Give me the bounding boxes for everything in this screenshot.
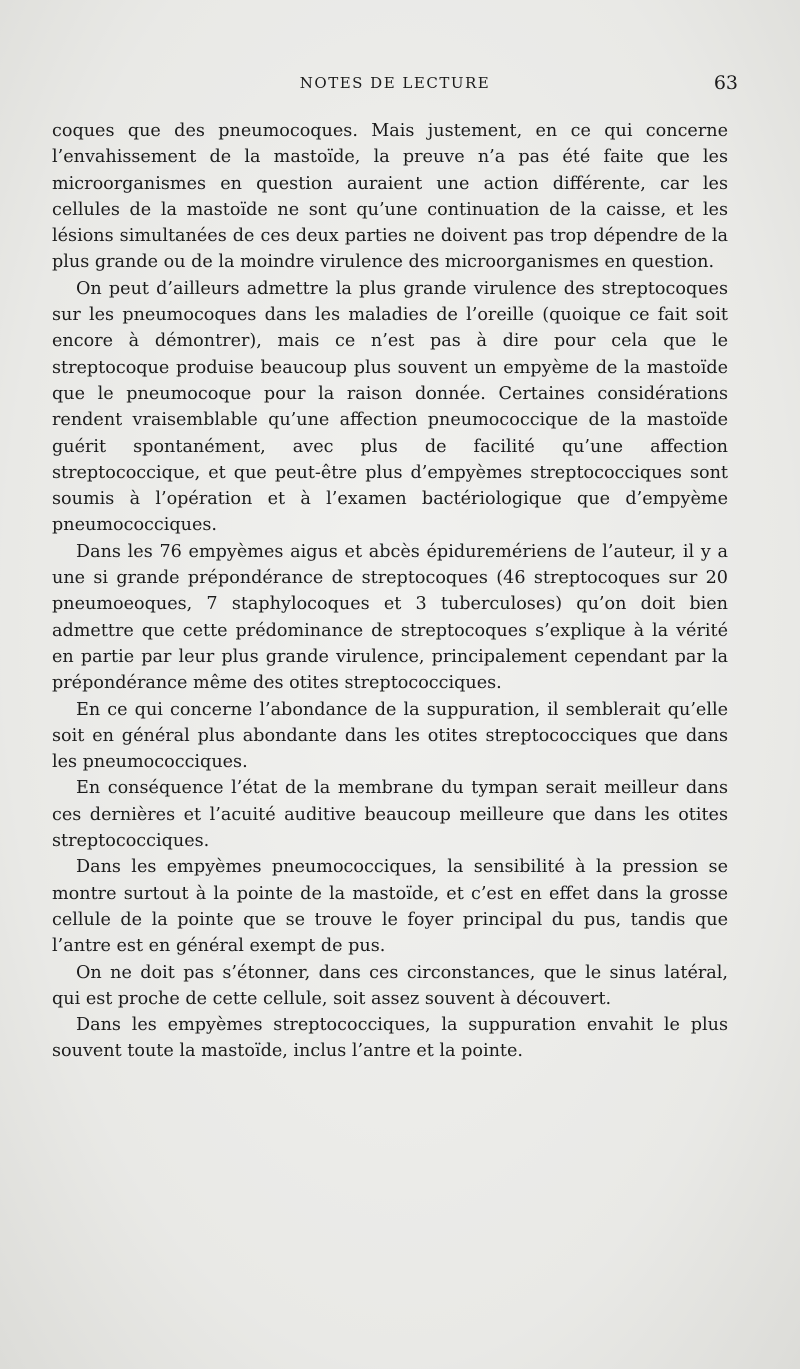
paragraph-8: Dans les empyèmes streptococciques, la suppuration envahit le plus souvent toute la mastoïde, inclus l’antre et la pointe. bbox=[52, 1015, 728, 1062]
paragraph-2: On peut d’ailleurs admettre la plus grande virulence des streptocoques sur les pneumocoques dans les maladies de l’oreille (quoique ce fait soit encore à démontrer), mais ce n’est pas à dire pour cela que le streptocoque produise beaucoup plus souvent un empyème de la mastoïde que le pneumocoque pour la raison donnée. Certaines considérations rendent vraisemblable qu’une affection pneumococcique de la mastoïde guérit spontanément, avec plus de facilité qu’une affection streptococcique, et que peut-être plus d’empyèmes streptococciques sont soumis à l’opération et à l’examen bactériologique que d’empyème pneumococciques. bbox=[52, 278, 728, 536]
paragraph-6: Dans les empyèmes pneumococciques, la sensibilité à la pression se montre surtout à la pointe de la mastoïde, et c’est en effet dans la grosse cellule de la pointe que se trouve le foyer principal du pus, tandis que l’antre est en général exempt de pus. bbox=[52, 857, 728, 957]
body-text bbox=[52, 118, 728, 1065]
page-number: 63 bbox=[713, 72, 738, 94]
running-title: NOTES DE LECTURE bbox=[299, 74, 491, 92]
running-head bbox=[52, 72, 738, 96]
paragraph-4: En ce qui concerne l’abondance de la suppuration, il semblerait qu’elle soit en général plus abondante dans les otites streptococciques que dans les pneumococciques. bbox=[52, 699, 728, 773]
paragraph-7: On ne doit pas s’étonner, dans ces circonstances, que le sinus latéral, qui est proche de cette cellule, soit assez souvent à découvert. bbox=[52, 962, 728, 1009]
paragraph-3: Dans les 76 empyèmes aigus et abcès épiduremériens de l’auteur, il y a une si grande prépondérance de streptocoques (46 streptocoques sur 20 pneumoeoques, 7 staphylocoques et 3 tuberculoses) qu’on doit bien admettre que cette prédominance de streptocoques s’explique à la vérité en partie par leur plus grande virulence, principalement cependant par la prépondérance même des otites streptococciques. bbox=[52, 541, 728, 694]
paragraph-1: coques que des pneumocoques. Mais justement, en ce qui concerne l’envahissement de la mastoïde, la preuve n’a pas été faite que les microorganismes en question auraient une action différente, car les cellules de la mastoïde ne sont qu’une continuation de la caisse, et les lésions simultanées de ces deux parties ne doivent pas trop dépendre de la plus grande ou de la moindre virulence des microorganismes en question. bbox=[52, 121, 728, 273]
paragraph-5: En conséquence l’état de la membrane du tympan serait meilleur dans ces dernières et l’acuité auditive beaucoup meilleure que dans les otites streptococciques. bbox=[52, 778, 728, 852]
